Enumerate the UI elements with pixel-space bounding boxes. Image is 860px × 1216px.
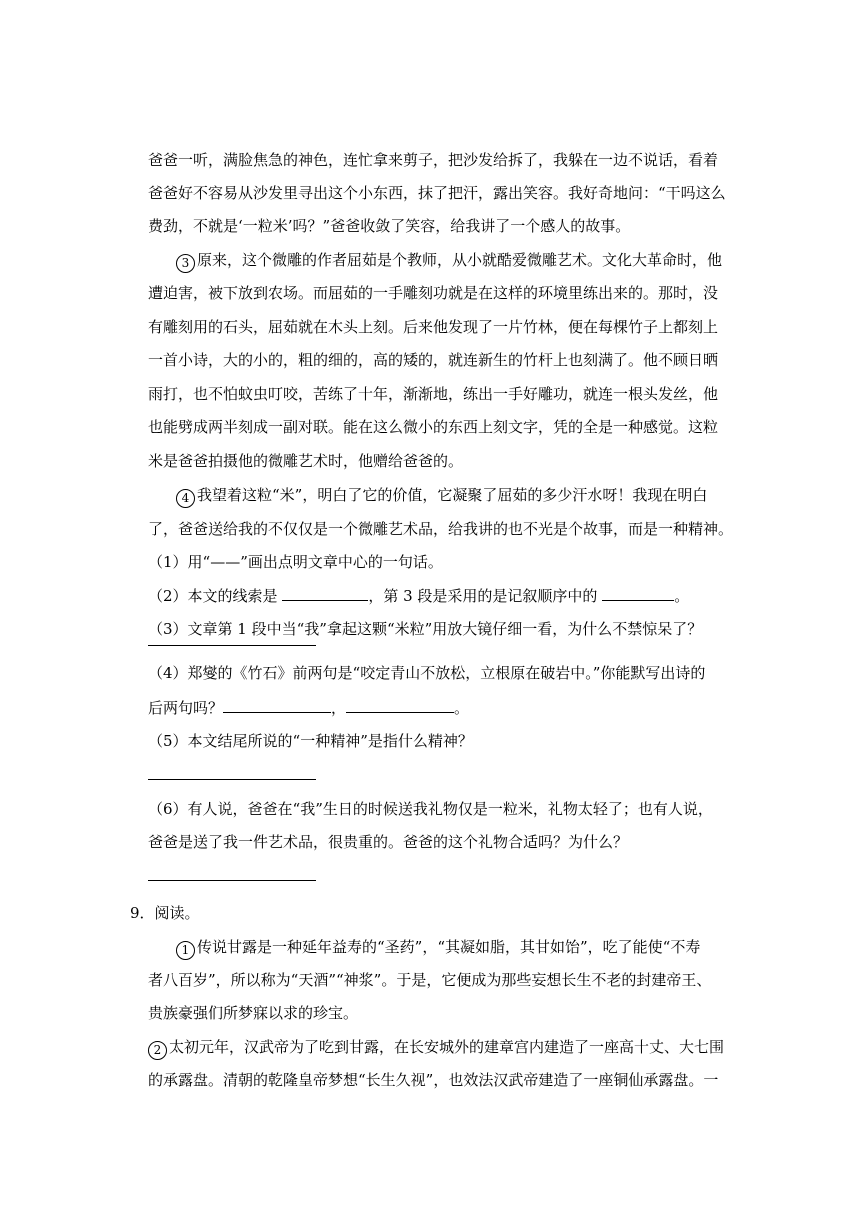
question-6-line-1: （6）有人说，爸爸在“我”生日的时候送我礼物仅是一粒米，礼物太轻了；也有人说， xyxy=(148,800,713,818)
section-9-heading: 9．阅读。 xyxy=(130,904,200,922)
story-line: 也能劈成两半刻成一副对联。能在这么微小的东西上刻文字，凭的全是一种感觉。这粒 xyxy=(148,418,719,436)
question-4-line-2: 后两句吗？ ， 。 xyxy=(148,699,470,717)
answer-line[interactable] xyxy=(148,645,316,646)
answer-line[interactable] xyxy=(148,880,316,881)
paragraph-3-first-line: 3 原来，这个微雕的作者屈茹是个教师，从小就酷爱微雕艺术。文化大革命时，他 xyxy=(176,250,734,273)
story-line: 费劲，不就是‘一粒米’吗？”爸爸收敛了笑容，给我讲了一个感人的故事。 xyxy=(148,217,631,235)
question-4-line-1: （4）郑燮的《竹石》前两句是“咬定青山不放松，立根原在破岩中。”你能默写出诗的 xyxy=(148,664,706,682)
story-line: 了，爸爸送给我的不仅仅是一个微雕艺术品，给我讲的也不光是个故事，而是一种精神。 xyxy=(148,520,734,538)
question-3: （3）文章第 1 段中当“我”拿起这颗“米粒”用放大镜仔细一看，为什么不禁惊呆了？ xyxy=(148,620,703,638)
answer-blank[interactable] xyxy=(602,585,674,601)
section-9-paragraph-1-first-line: 1 传说甘露是一种延年益寿的“圣药”，“其凝如脂，其甘如饴”，吃了能使“不寿 xyxy=(176,937,734,960)
question-1: （1）用“——”画出点明文章中心的一句话。 xyxy=(148,553,443,571)
story-line: 一首小诗，大的小的，粗的细的，高的矮的，就连新生的竹杆上也刻满了。他不顾日晒 xyxy=(148,351,719,369)
answer-blank[interactable] xyxy=(223,697,331,713)
story-line: 者八百岁”，所以称为“天酒”“神浆”。于是，它便成为那些妄想长生不老的封建帝王、 xyxy=(148,971,712,989)
answer-blank[interactable] xyxy=(282,585,368,601)
paragraph-number-1: 1 xyxy=(176,941,195,960)
story-line: 爸爸好不容易从沙发里寻出这个小东西，抹了把汗，露出笑容。我好奇地问：“干吗这么 xyxy=(148,184,726,202)
question-5: （5）本文结尾所说的“一种精神”是指什么精神？ xyxy=(148,732,473,750)
paragraph-4-first-line: 4 我望着这粒“米”，明白了它的价值，它凝聚了屈茹的多少汗水呀！我现在明白 xyxy=(176,485,734,508)
story-line: 米是爸爸拍摄他的微雕艺术时，他赠给爸爸的。 xyxy=(148,452,464,470)
story-line: 的承露盘。清朝的乾隆皇帝梦想“长生久视”，也效法汉武帝建造了一座铜仙承露盘。一 xyxy=(148,1071,719,1089)
question-6-line-2: 爸爸是送了我一件艺术品，很贵重的。爸爸的这个礼物合适吗？为什么？ xyxy=(148,833,629,851)
section-9-paragraph-2-first-line: 2 太初元年，汉武帝为了吃到甘露，在长安城外的建章宫内建造了一座高十丈、大七围 xyxy=(148,1037,734,1060)
answer-blank[interactable] xyxy=(346,697,454,713)
story-line: 贵族豪强们所梦寐以求的珍宝。 xyxy=(148,1004,359,1022)
story-line: 有雕刻用的石头，屈茹就在木头上刻。后来他发现了一片竹林，便在每棵竹子上都刻上 xyxy=(148,318,719,336)
paragraph-number-4: 4 xyxy=(176,489,195,508)
paragraph-number-3: 3 xyxy=(176,254,195,273)
question-2: （2）本文的线索是 ，第 3 段是采用的是记叙顺序中的 。 xyxy=(148,587,690,605)
story-line: 爸爸一听，满脸焦急的神色，连忙拿来剪子，把沙发给拆了，我躲在一边不说话，看着 xyxy=(148,151,719,169)
paragraph-number-2: 2 xyxy=(148,1041,167,1060)
story-line: 遭迫害，被下放到农场。而屈茹的一手雕刻功就是在这样的环境里练出来的。那时，没 xyxy=(148,284,719,302)
answer-line[interactable] xyxy=(148,779,316,780)
story-line: 雨打，也不怕蚊虫叮咬，苦练了十年，渐渐地，练出一手好雕功，就连一根头发丝，他 xyxy=(148,385,719,403)
